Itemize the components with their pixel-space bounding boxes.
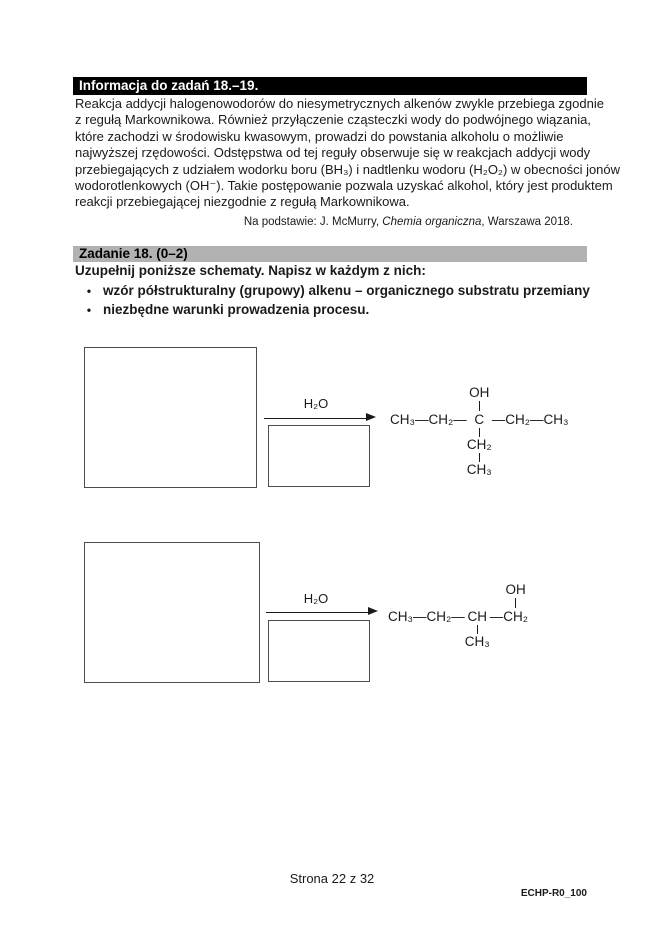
- task-intro: Uzupełnij poniższe schematy. Napisz w każdym z nich:: [75, 263, 426, 278]
- vertical-bond: [479, 453, 481, 462]
- form-code: ECHP-R0_100: [520, 888, 587, 899]
- info-text-line: z regułą Markownikowa. Również przyłączenie cząsteczki wody do podwójnego wiązania,: [75, 112, 591, 128]
- bond-dash: —: [530, 412, 544, 427]
- answer-box-substrate-1[interactable]: [84, 347, 257, 488]
- formula-group: CH₃: [388, 609, 413, 624]
- formula-group: CH₂: [505, 412, 530, 427]
- info-text-line: wodorotlenkowych (OH⁻). Takie postępowanie pozwala uzyskać alkohol, który jest produktem: [75, 178, 613, 194]
- formula-substituent: CH₃: [466, 462, 492, 477]
- answer-box-conditions-2[interactable]: [268, 620, 370, 682]
- formula-center-atom: C: [474, 412, 485, 427]
- reagent-label-1: H₂O: [303, 396, 329, 411]
- formula-group: CH₂: [426, 609, 452, 624]
- bond-dash: —: [413, 609, 427, 624]
- product-formula-2: [388, 582, 528, 650]
- formula-ch2-column: [503, 582, 528, 625]
- spacer: [477, 582, 478, 608]
- product-formula-1: [390, 385, 569, 478]
- citation-suffix: , Warszawa 2018.: [481, 216, 573, 228]
- answer-box-substrate-2[interactable]: [84, 542, 260, 683]
- bullet-list: [75, 283, 591, 320]
- bullet-item: [75, 302, 591, 321]
- reaction-arrow-icon: [266, 612, 369, 613]
- formula-group: CH₂: [428, 412, 454, 427]
- formula-group: CH₃: [390, 412, 415, 427]
- info-text-line: reakcji przebiegającej niezgodnie z regułą Markownikowa.: [75, 194, 410, 210]
- formula-substituent: CH₃: [464, 634, 490, 649]
- source-citation: [75, 216, 587, 228]
- bond-dash: —: [489, 609, 504, 624]
- task-header-title: Zadanie 18. (0–2): [79, 246, 188, 261]
- formula-oh: OH: [469, 385, 490, 400]
- info-text-line: które zachodzi w środowisku kwasowym, prowadzi do powstania alkoholu o możliwie: [75, 128, 564, 144]
- formula-oh: OH: [505, 582, 526, 597]
- info-text-line: najwyższej rzędowości. Odstępstwa od tej reguły obserwuje się w reakcjach addycji wody: [75, 145, 591, 161]
- page-number: Strona 22 z 32: [289, 871, 375, 886]
- formula-ch-column: [465, 582, 490, 650]
- bullet-item: [75, 283, 591, 302]
- bullet-dot-icon: •: [86, 302, 92, 317]
- bond-dash: —: [451, 609, 465, 624]
- bond-dash: —: [415, 412, 429, 427]
- answer-box-conditions-1[interactable]: [268, 425, 370, 487]
- bullet-dot-icon: •: [86, 284, 92, 298]
- task-header-bar: [73, 246, 587, 262]
- formula-group: CH: [467, 609, 487, 624]
- info-paragraph: [75, 96, 621, 211]
- info-header-title: Informacja do zadań 18.–19.: [79, 78, 259, 93]
- vertical-bond: [477, 625, 479, 634]
- formula-group: CH₂: [503, 609, 528, 624]
- info-header-bar: [73, 77, 587, 95]
- bond-dash: —: [453, 412, 467, 427]
- reagent-label-2: H₂O: [303, 591, 329, 606]
- bond-dash: —: [491, 412, 506, 427]
- vertical-bond: [515, 598, 517, 608]
- formula-center-column: [467, 385, 492, 478]
- formula-substituent: CH₂: [466, 437, 492, 452]
- citation-prefix: Na podstawie: J. McMurry,: [243, 216, 383, 228]
- bullet-text: wzór półstrukturalny (grupowy) alkenu – organicznego substratu przemiany: [103, 283, 590, 298]
- info-text-line: Reakcja addycji halogenowodorów do niesymetrycznych alkenów zwykle przebiega zgodnie: [75, 96, 604, 111]
- vertical-bond: [479, 401, 481, 411]
- vertical-bond: [479, 428, 481, 437]
- formula-group: CH₃: [543, 412, 569, 427]
- bullet-text: niezbędne warunki prowadzenia procesu.: [103, 301, 370, 317]
- reaction-arrow-icon: [264, 418, 367, 419]
- citation-title: Chemia organiczna: [382, 216, 482, 228]
- info-text-line: przebiegających z udziałem wodorku boru (BH₃) i nadtlenku wodoru (H₂O₂) w obecności jonów: [75, 161, 621, 177]
